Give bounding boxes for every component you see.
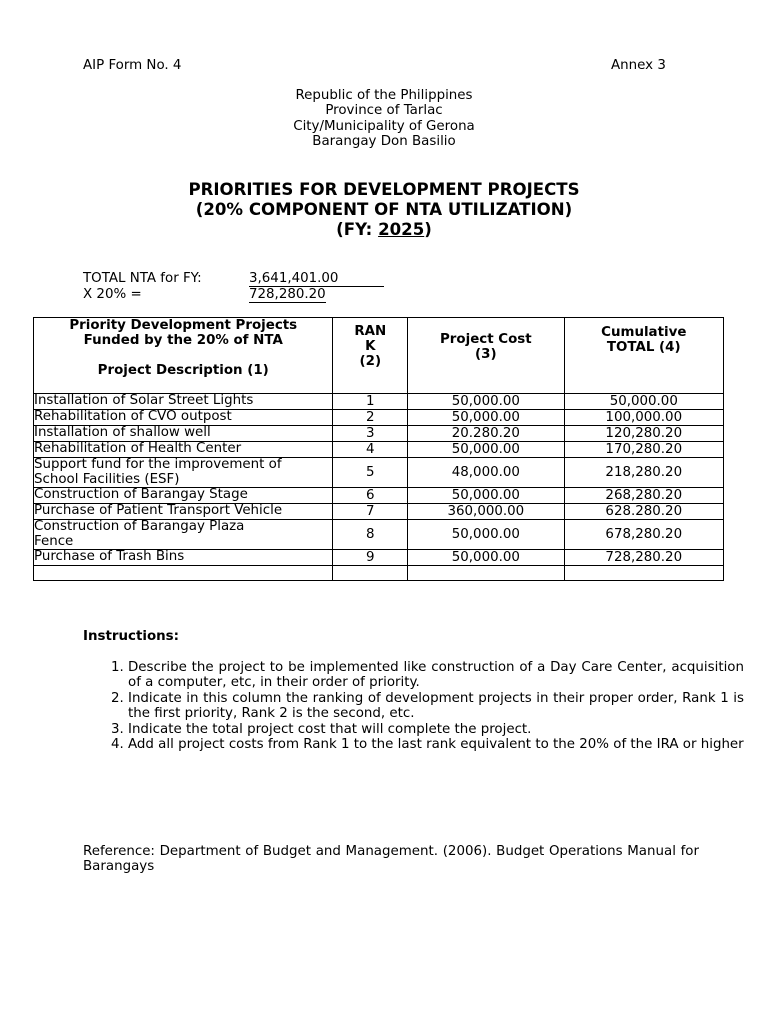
cumulative-total: 100,000.00: [564, 410, 723, 426]
table-row: [34, 488, 724, 504]
project-rank: 7: [333, 504, 408, 520]
header-rank: [333, 318, 408, 394]
fy-year: 2025: [378, 220, 425, 239]
project-description: Installation of shallow well: [34, 426, 333, 442]
project-rank: 9: [333, 550, 408, 566]
header-col2-line3: (2): [359, 354, 382, 369]
instruction-item: 3. Indicate the total project cost that will complete the project.: [128, 722, 744, 737]
project-rank: 3: [333, 426, 408, 442]
cumulative-total: 678,280.20: [564, 520, 723, 550]
project-rank: 6: [333, 488, 408, 504]
project-rank: 5: [333, 458, 408, 488]
project-description-line1: Construction of Barangay Plaza: [34, 519, 245, 534]
project-description: [34, 520, 333, 550]
document-header: [0, 88, 768, 150]
project-cost: 360,000.00: [408, 504, 564, 520]
cumulative-total: 628.280.20: [564, 504, 723, 520]
header-barangay: Barangay Don Basilio: [312, 134, 456, 150]
table-header-row: [34, 318, 724, 394]
title-fiscal-year: [0, 220, 768, 240]
project-cost: 50,000.00: [408, 410, 564, 426]
cumulative-total: 268,280.20: [564, 488, 723, 504]
project-cost: 50,000.00: [408, 520, 564, 550]
empty-cell: [564, 566, 723, 581]
header-col4-line1: Cumulative: [601, 325, 687, 340]
title-line-1: PRIORITIES FOR DEVELOPMENT PROJECTS: [188, 180, 580, 199]
project-cost: 20.280.20: [408, 426, 564, 442]
table-row: [34, 410, 724, 426]
pct-value-wrap: [249, 287, 326, 303]
project-rank: 4: [333, 442, 408, 458]
header-col4-line2: TOTAL (4): [606, 340, 681, 355]
cumulative-total: 728,280.20: [564, 550, 723, 566]
fy-prefix: (FY:: [336, 220, 379, 239]
total-nta-value-wrap: [249, 271, 384, 287]
pct-value: 728,280.20: [249, 287, 326, 302]
header-cumulative-total: [564, 318, 723, 394]
table-row: [34, 520, 724, 550]
project-cost: 50,000.00: [408, 394, 564, 410]
project-cost: 50,000.00: [408, 488, 564, 504]
project-description-line2: Fence: [34, 533, 74, 549]
cumulative-total: 50,000.00: [564, 394, 723, 410]
pct-label: X 20% =: [83, 287, 142, 302]
header-project-description: [34, 318, 333, 394]
project-description: Construction of Barangay Stage: [34, 488, 333, 504]
header-province: Province of Tarlac: [325, 103, 443, 119]
header-col3-line1: Project Cost: [439, 332, 532, 347]
cumulative-total: 170,280.20: [564, 442, 723, 458]
project-rank: 1: [333, 394, 408, 410]
project-description: Rehabilitation of CVO outpost: [34, 410, 333, 426]
project-cost: 50,000.00: [408, 550, 564, 566]
project-description: Rehabilitation of Health Center: [34, 442, 333, 458]
instruction-item: 1. Describe the project to be implemented like construction of a Day Care Center, acquisition of a computer, etc, in their order of priority.: [128, 660, 744, 691]
header-col1-line2: Funded by the 20% of NTA: [83, 333, 283, 348]
document-title: [0, 180, 768, 240]
table-row: [34, 504, 724, 520]
cumulative-total: 218,280.20: [564, 458, 723, 488]
project-cost: 50,000.00: [408, 442, 564, 458]
empty-cell: [408, 566, 564, 581]
table-row: [34, 426, 724, 442]
header-municipality: City/Municipality of Gerona: [293, 118, 475, 134]
header-col3-line2: (3): [475, 347, 497, 362]
project-description: Purchase of Trash Bins: [34, 550, 333, 566]
header-country: Republic of the Philippines: [295, 88, 473, 103]
projects-table: [33, 317, 724, 581]
project-description: [34, 458, 333, 488]
reference-note: Reference: Department of Budget and Management. (2006). Budget Operations Manual for Barangays: [83, 844, 699, 875]
empty-cell: [333, 566, 408, 581]
instructions-heading: Instructions:: [83, 629, 180, 644]
instruction-item: 4. Add all project costs from Rank 1 to the last rank equivalent to the 20% of the IRA or higher: [128, 737, 744, 752]
header-project-cost: [408, 318, 564, 394]
table-row-empty: [34, 566, 724, 581]
total-nta-value: 3,641,401.00: [249, 272, 384, 287]
project-description-line2: School Facilities (ESF): [34, 471, 180, 487]
table-row: [34, 442, 724, 458]
empty-cell: [34, 566, 333, 581]
instruction-item: 2. Indicate in this column the ranking of development projects in their proper order, Rank 1 is the first priority, Rank 2 is the second, etc.: [128, 691, 744, 722]
table-row: [34, 458, 724, 488]
header-col1-line3: Project Description (1): [97, 363, 269, 378]
table-row: [34, 394, 724, 410]
cumulative-total: 120,280.20: [564, 426, 723, 442]
header-col1-line1: Priority Development Projects: [69, 318, 298, 333]
header-col2-line1: RAN: [354, 324, 387, 339]
form-number: AIP Form No. 4: [83, 58, 182, 73]
table-row: [34, 550, 724, 566]
instructions-list: [83, 660, 744, 752]
project-rank: 2: [333, 410, 408, 426]
header-col2-line2: K: [365, 339, 376, 354]
title-line-2: (20% COMPONENT OF NTA UTILIZATION): [195, 200, 573, 219]
project-description: Purchase of Patient Transport Vehicle: [34, 504, 333, 520]
project-description-line1: Support fund for the improvement of: [34, 457, 282, 472]
project-cost: 48,000.00: [408, 458, 564, 488]
total-nta-label: TOTAL NTA for FY:: [83, 271, 202, 286]
fy-suffix: ): [424, 220, 432, 239]
project-rank: 8: [333, 520, 408, 550]
annex-label: Annex 3: [611, 58, 666, 73]
project-description: Installation of Solar Street Lights: [34, 394, 333, 410]
